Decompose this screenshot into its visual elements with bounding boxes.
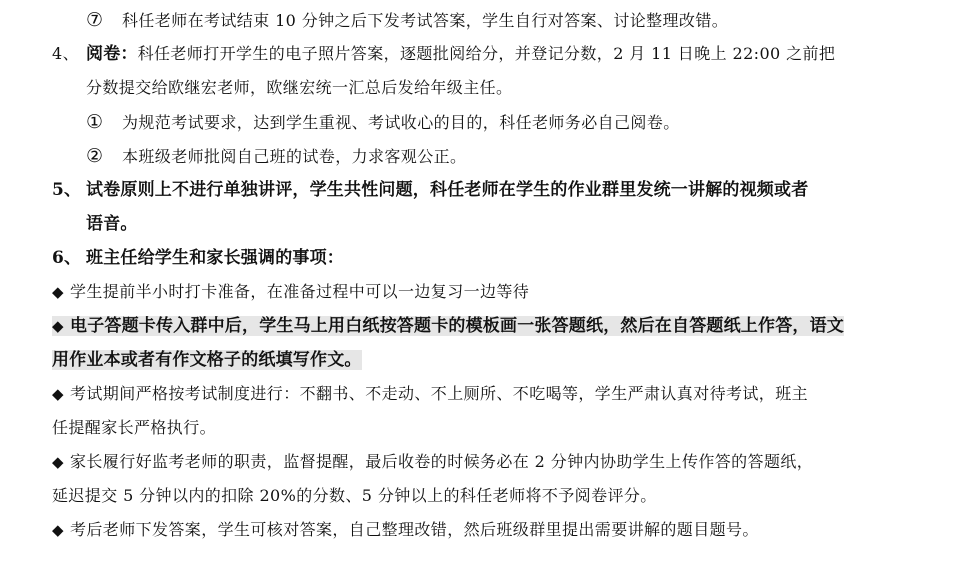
sub-item-1: [86, 111, 680, 134]
bullet-item-5: [52, 519, 759, 541]
diamond-bullet-icon: ◆: [52, 317, 64, 335]
item-4-text: 科任老师打开学生的电子照片答案，逐题批阅给分，并登记分数，2 月 11 日晚上 22:00 之前把: [137, 44, 836, 63]
diamond-bullet-icon: ◆: [52, 283, 64, 301]
sub-item-2-text: 本班级老师批阅自己班的试卷，力求客观公正。: [122, 147, 467, 166]
item-6-number: 6、: [52, 248, 82, 268]
item-6-text: 班主任给学生和家长强调的事项：: [86, 248, 344, 268]
bullet-item-3-text: 考试期间严格按考试制度进行：不翻书、不走动、不上厕所、不吃喝等，学生严肃认真对待考试，班主: [70, 384, 809, 403]
item-4-heading: 阅卷：: [86, 44, 138, 64]
item-5: [52, 179, 808, 201]
bullet-item-2-continuation: [52, 349, 362, 371]
bullet-item-2: [52, 315, 844, 337]
bullet-item-3-continuation: 任提醒家长严格执行。: [52, 418, 217, 437]
bullet-item-4: [52, 451, 813, 473]
bullet-item-4-text: 家长履行好监考老师的职责，监督提醒，最后收卷的时候务必在 2 分钟内协助学生上传作答的答题纸，: [70, 452, 814, 471]
bullet-item-1: [52, 281, 529, 303]
circled-number-7: ⑦: [86, 9, 104, 31]
bullet-item-5-text: 考后老师下发答案，学生可核对答案，自己整理改错，然后班级群里提出需要讲解的题目题号。: [70, 520, 759, 539]
item-5-text: 试卷原则上不进行单独讲评，学生共性问题，科任老师在学生的作业群里发统一讲解的视频或者: [86, 180, 809, 200]
item-6: [52, 247, 344, 269]
diamond-bullet-icon: ◆: [52, 385, 64, 403]
item-4: [52, 43, 835, 65]
item-4-number: 4、: [52, 44, 79, 63]
bullet-item-4-continuation: 延迟提交 5 分钟以内的扣除 20%的分数、5 分钟以上的科任老师将不予阅卷评分。: [52, 486, 657, 505]
item-4-continuation: 分数提交给欧继宏老师，欧继宏统一汇总后发给年级主任。: [86, 78, 513, 97]
circled-number-1: ①: [86, 111, 104, 133]
circled-number-2: ②: [86, 145, 104, 167]
sub-item-7-text: 科任老师在考试结束 10 分钟之后下发考试答案，学生自行对答案、讨论整理改错。: [122, 11, 729, 30]
sub-item-7: [86, 9, 728, 32]
diamond-bullet-icon: ◆: [52, 521, 64, 539]
bullet-item-1-text: 学生提前半小时打卡准备，在准备过程中可以一边复习一边等待: [70, 282, 530, 301]
bullet-item-3: [52, 383, 808, 405]
sub-item-2: [86, 145, 466, 168]
item-5-continuation: 语音。: [86, 214, 138, 234]
item-5-number: 5、: [52, 180, 82, 200]
bullet-item-2-text: 电子答题卡传入群中后，学生马上用白纸按答题卡的模板画一张答题纸，然后在自答题纸上作答，语文: [70, 316, 844, 336]
diamond-bullet-icon: ◆: [52, 453, 64, 471]
bullet-item-2-continuation-text: 用作业本或者有作文格子的纸填写作文。: [52, 350, 362, 370]
sub-item-1-text: 为规范考试要求，达到学生重视、考试收心的目的，科任老师务必自己阅卷。: [122, 113, 680, 132]
